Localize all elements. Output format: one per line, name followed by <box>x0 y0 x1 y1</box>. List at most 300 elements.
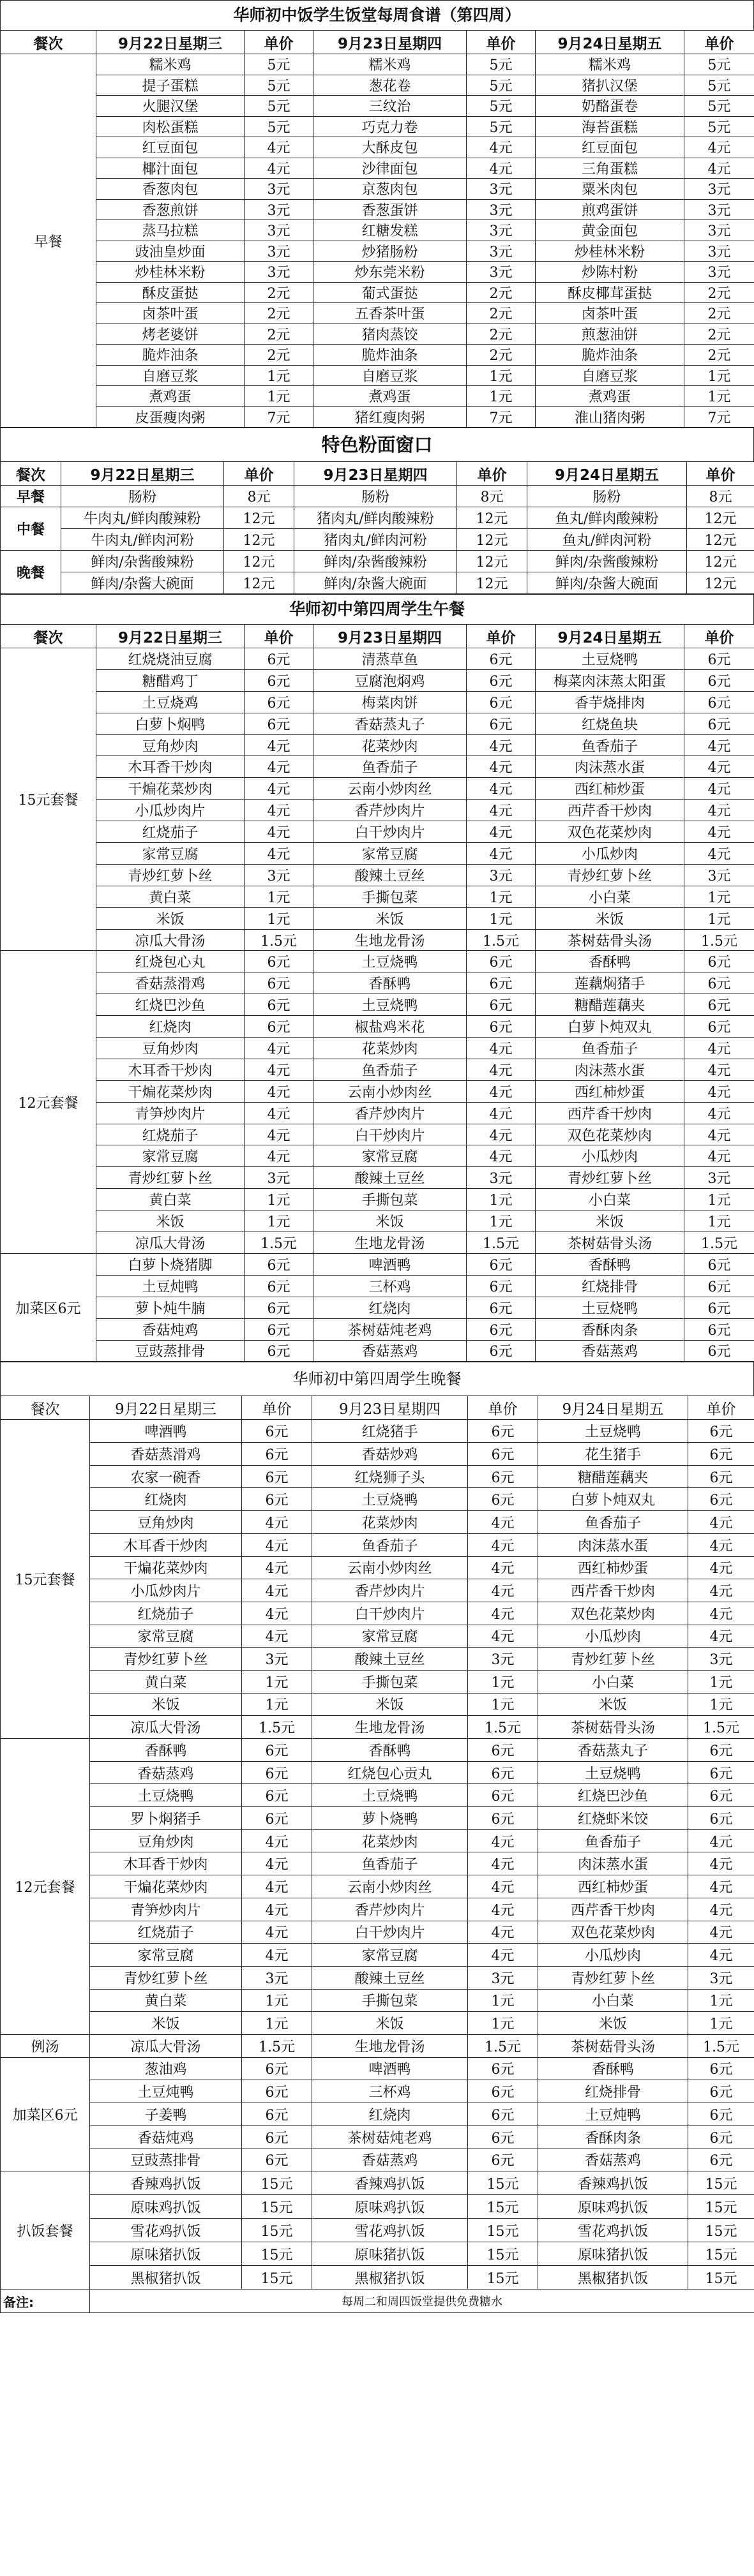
dish-day2: 红烧狮子头 <box>312 1465 468 1488</box>
note-label: 备注: <box>1 2289 90 2313</box>
price-day3: 4元 <box>684 843 754 865</box>
dish-day2: 花菜炒肉 <box>312 1829 468 1852</box>
dish-day1: 农家一碗香 <box>90 1465 242 1488</box>
price-day1: 8元 <box>224 486 294 507</box>
menu-row <box>1 116 754 137</box>
dish-day1: 红烧烧油豆腐 <box>96 648 245 670</box>
price-day2: 4元 <box>468 1852 538 1875</box>
dish-day1: 豆角炒肉 <box>96 734 245 756</box>
price-day2: 4元 <box>468 1875 538 1898</box>
dish-day3: 雪花鸡扒饭 <box>538 2219 688 2242</box>
menu-row <box>1 220 754 241</box>
price-day2: 4元 <box>468 1898 538 1921</box>
menu-row <box>1 843 754 865</box>
price-day2: 6元 <box>467 1318 536 1340</box>
dish-day3: 花生猪手 <box>538 1443 688 1466</box>
dish-day2: 黑椒猪扒饭 <box>312 2266 468 2289</box>
price-day2: 6元 <box>467 1297 536 1318</box>
menu-row <box>1 907 754 929</box>
dish-day1: 红烧巴沙鱼 <box>96 994 245 1016</box>
dish-day1: 米饭 <box>96 1210 245 1232</box>
dish-day2: 肠粉 <box>294 486 457 507</box>
dish-day1: 红烧茄子 <box>90 1921 242 1944</box>
price-day3: 6元 <box>688 1807 754 1830</box>
dish-day2: 香芹炒肉片 <box>312 1579 468 1602</box>
dish-day2: 啤酒鸭 <box>312 2057 468 2080</box>
header-row <box>1 625 754 648</box>
price-day1: 6元 <box>245 691 313 713</box>
price-day1: 4元 <box>242 1556 312 1579</box>
dish-day3: 红烧巴沙鱼 <box>538 1784 688 1807</box>
dish-day3: 双色花菜炒肉 <box>538 1921 688 1944</box>
header-price: 单价 <box>224 462 294 486</box>
price-day2: 1.5元 <box>468 1716 538 1739</box>
price-day1: 6元 <box>242 2148 312 2171</box>
meal-category-label: 15元套餐 <box>1 1420 90 1739</box>
dish-day1: 鲜肉/杂酱酸辣粉 <box>61 551 224 572</box>
price-day2: 6元 <box>467 691 536 713</box>
price-day1: 15元 <box>242 2195 312 2219</box>
price-day3: 4元 <box>684 1080 754 1102</box>
dish-day3: 小白菜 <box>536 886 684 907</box>
dish-day2: 椒盐鸡米花 <box>313 1016 467 1038</box>
price-day3: 4元 <box>684 800 754 821</box>
dish-day3: 香酥鸭 <box>536 951 684 972</box>
price-day2: 3元 <box>467 179 536 200</box>
price-day3: 4元 <box>684 734 754 756</box>
dish-day1: 红烧肉 <box>90 1488 242 1511</box>
price-day1: 3元 <box>245 220 313 241</box>
dish-day2: 鱼香茄子 <box>312 1852 468 1875</box>
price-day3: 6元 <box>688 1784 754 1807</box>
dish-day2: 白干炒肉片 <box>312 1602 468 1625</box>
price-day1: 4元 <box>242 1602 312 1625</box>
dish-day2: 米饭 <box>312 1693 468 1716</box>
price-day3: 5元 <box>684 75 754 96</box>
price-day2: 4元 <box>468 1533 538 1556</box>
price-day1: 3元 <box>245 262 313 283</box>
price-day1: 1元 <box>242 1693 312 1716</box>
price-day3: 6元 <box>684 1340 754 1362</box>
price-day2: 4元 <box>468 1625 538 1648</box>
dish-day3: 小瓜炒肉 <box>536 843 684 865</box>
price-day1: 6元 <box>242 2126 312 2148</box>
price-day3: 1元 <box>688 2012 754 2035</box>
menu-row <box>1 1829 754 1852</box>
header-category: 餐次 <box>1 1396 90 1420</box>
dish-day1: 家常豆腐 <box>96 843 245 865</box>
price-day2: 4元 <box>467 843 536 865</box>
dish-day2: 原味猪扒饭 <box>312 2242 468 2266</box>
price-day3: 2元 <box>684 282 754 303</box>
dish-day1: 黑椒猪扒饭 <box>90 2266 242 2289</box>
price-day2: 1元 <box>467 907 536 929</box>
dish-day1: 青炒红萝卜丝 <box>96 864 245 886</box>
price-day1: 6元 <box>245 1318 313 1340</box>
dish-day2: 巧克力卷 <box>313 116 467 137</box>
price-day2: 6元 <box>468 1465 538 1488</box>
price-day3: 6元 <box>684 713 754 734</box>
dish-day3: 西红柿炒蛋 <box>538 1556 688 1579</box>
dish-day2: 花菜炒肉 <box>312 1511 468 1534</box>
price-day2: 7元 <box>467 406 536 428</box>
menu-row <box>1 2080 754 2103</box>
dish-day1: 葱油鸡 <box>90 2057 242 2080</box>
menu-row <box>1 199 754 220</box>
dish-day2: 茶树菇炖老鸡 <box>313 1318 467 1340</box>
price-day2: 6元 <box>468 2148 538 2171</box>
price-day1: 1.5元 <box>242 2034 312 2057</box>
dish-day1: 凉瓜大骨汤 <box>90 1716 242 1739</box>
price-day3: 6元 <box>684 648 754 670</box>
dish-day3: 煎葱油饼 <box>536 324 684 345</box>
price-day2: 1元 <box>467 386 536 407</box>
meal-category-label: 加菜区6元 <box>1 2057 90 2171</box>
price-day3: 6元 <box>688 1465 754 1488</box>
dish-day3: 鱼丸/鲜肉河粉 <box>527 529 687 551</box>
dish-day2: 白干炒肉片 <box>313 821 467 843</box>
dish-day1: 红烧茄子 <box>96 821 245 843</box>
price-day1: 5元 <box>245 75 313 96</box>
price-day3: 1元 <box>688 1693 754 1716</box>
dish-day1: 青笋炒肉片 <box>90 1898 242 1921</box>
header-row <box>1 462 754 486</box>
price-day3: 12元 <box>687 507 754 529</box>
menu-row <box>1 669 754 691</box>
price-day2: 12元 <box>457 551 527 572</box>
header-price: 单价 <box>245 625 313 648</box>
menu-row <box>1 1579 754 1602</box>
dish-day3: 红烧排骨 <box>538 2080 688 2103</box>
price-day1: 1元 <box>242 1670 312 1693</box>
dish-day3: 炒桂林米粉 <box>536 241 684 262</box>
dish-day3: 三角蛋糕 <box>536 158 684 179</box>
price-day3: 6元 <box>684 691 754 713</box>
dish-day2: 炒猪肠粉 <box>313 241 467 262</box>
price-day2: 1元 <box>468 1670 538 1693</box>
dish-day3: 土豆烧鸭 <box>536 1297 684 1318</box>
price-day3: 4元 <box>688 1602 754 1625</box>
price-day1: 3元 <box>245 199 313 220</box>
price-day1: 15元 <box>242 2266 312 2289</box>
price-day3: 15元 <box>688 2171 754 2195</box>
dish-day1: 豆角炒肉 <box>90 1511 242 1534</box>
dish-day1: 红烧茄子 <box>96 1124 245 1145</box>
menu-row <box>1 691 754 713</box>
menu-row <box>1 2195 754 2219</box>
header-category: 餐次 <box>1 31 96 54</box>
price-day1: 1元 <box>245 1189 313 1210</box>
dish-day3: 香菇蒸鸡 <box>538 2148 688 2171</box>
dish-day1: 牛肉丸/鲜肉河粉 <box>61 529 224 551</box>
dish-day2: 香葱蛋饼 <box>313 199 467 220</box>
price-day1: 4元 <box>242 1625 312 1648</box>
price-day3: 1元 <box>684 1210 754 1232</box>
dish-day2: 豆腐泡焖鸡 <box>313 669 467 691</box>
dish-day3: 卤茶叶蛋 <box>536 303 684 324</box>
price-day2: 2元 <box>467 324 536 345</box>
dish-day3: 鱼香茄子 <box>536 1038 684 1059</box>
menu-row <box>1 1465 754 1488</box>
dish-day1: 青炒红萝卜丝 <box>96 1167 245 1189</box>
price-day2: 15元 <box>468 2219 538 2242</box>
dish-day1: 黄白菜 <box>96 886 245 907</box>
menu-row <box>1 572 754 594</box>
dish-day1: 香菇蒸滑鸡 <box>96 972 245 994</box>
price-day2: 3元 <box>468 1648 538 1671</box>
menu-row <box>1 1167 754 1189</box>
price-day1: 3元 <box>245 1167 313 1189</box>
header-row <box>1 1396 754 1420</box>
price-day2: 1元 <box>468 1989 538 2012</box>
dish-day2: 鲜肉/杂酱酸辣粉 <box>294 551 457 572</box>
price-day2: 4元 <box>467 1124 536 1145</box>
price-day2: 4元 <box>468 1579 538 1602</box>
dish-day1: 蒸马拉糕 <box>96 220 245 241</box>
menu-row <box>1 262 754 283</box>
dish-day3: 糖醋莲藕夹 <box>536 994 684 1016</box>
price-day2: 4元 <box>467 778 536 800</box>
price-day2: 4元 <box>467 1145 536 1167</box>
price-day1: 1元 <box>245 386 313 407</box>
price-day3: 1元 <box>684 365 754 386</box>
dish-day3: 小白菜 <box>536 1189 684 1210</box>
dish-day1: 凉瓜大骨汤 <box>96 929 245 951</box>
dish-day3: 茶树菇骨头汤 <box>538 1716 688 1739</box>
dish-day1: 土豆烧鸭 <box>90 1784 242 1807</box>
price-day2: 15元 <box>468 2171 538 2195</box>
price-day2: 6元 <box>467 1253 536 1275</box>
price-day1: 2元 <box>245 324 313 345</box>
menu-row <box>1 241 754 262</box>
dish-day1: 黄白菜 <box>96 1189 245 1210</box>
price-day2: 5元 <box>467 54 536 75</box>
dish-day3: 白萝卜炖双丸 <box>538 1488 688 1511</box>
menu-row <box>1 529 754 551</box>
price-day2: 1.5元 <box>467 929 536 951</box>
dish-day3: 双色花菜炒肉 <box>536 1124 684 1145</box>
dish-day3: 红烧排骨 <box>536 1275 684 1297</box>
dish-day3: 白萝卜炖双丸 <box>536 1016 684 1038</box>
price-day3: 3元 <box>684 199 754 220</box>
price-day1: 12元 <box>224 529 294 551</box>
dish-day3: 糯米鸡 <box>536 54 684 75</box>
menu-row <box>1 1602 754 1625</box>
price-day1: 4元 <box>242 1852 312 1875</box>
price-day1: 15元 <box>242 2242 312 2266</box>
meal-category-label: 扒饭套餐 <box>1 2171 90 2289</box>
price-day2: 6元 <box>467 951 536 972</box>
menu-row <box>1 2034 754 2057</box>
menu-row <box>1 1875 754 1898</box>
price-day3: 4元 <box>688 1852 754 1875</box>
menu-row <box>1 1016 754 1038</box>
price-day3: 6元 <box>684 1016 754 1038</box>
header-price: 单价 <box>684 625 754 648</box>
price-day1: 1元 <box>242 1989 312 2012</box>
dish-day2: 手撕包菜 <box>312 1989 468 2012</box>
price-day3: 8元 <box>687 486 754 507</box>
meal-category-label: 早餐 <box>1 486 61 507</box>
note-text: 每周二和周四饭堂提供免费糖水 <box>90 2289 754 2313</box>
dish-day2: 五香茶叶蛋 <box>313 303 467 324</box>
dish-day2: 香芹炒肉片 <box>312 1898 468 1921</box>
dish-day2: 土豆烧鸭 <box>312 1488 468 1511</box>
dish-day1: 香菇蒸鸡 <box>90 1761 242 1784</box>
dish-day2: 酸辣土豆丝 <box>313 1167 467 1189</box>
menu-row <box>1 282 754 303</box>
meal-category-label: 早餐 <box>1 54 96 428</box>
menu-row <box>1 179 754 200</box>
dish-day3: 酥皮椰茸蛋挞 <box>536 282 684 303</box>
dish-day1: 椰汁面包 <box>96 158 245 179</box>
dish-day3: 煮鸡蛋 <box>536 386 684 407</box>
dish-day2: 白干炒肉片 <box>313 1124 467 1145</box>
dish-day1: 木耳香干炒肉 <box>90 1852 242 1875</box>
price-day2: 6元 <box>468 1784 538 1807</box>
dish-day1: 木耳香干炒肉 <box>96 756 245 778</box>
dish-day2: 手撕包菜 <box>313 886 467 907</box>
header-day1: 9月22日星期三 <box>96 625 245 648</box>
price-day1: 6元 <box>242 1443 312 1466</box>
price-day2: 6元 <box>468 1761 538 1784</box>
price-day3: 12元 <box>687 529 754 551</box>
price-day3: 4元 <box>688 1875 754 1898</box>
dish-day1: 木耳香干炒肉 <box>90 1533 242 1556</box>
dish-day3: 肉沫蒸水蛋 <box>536 756 684 778</box>
price-day3: 4元 <box>684 1102 754 1124</box>
price-day1: 4元 <box>242 1579 312 1602</box>
price-day3: 1.5元 <box>688 1716 754 1739</box>
dish-day2: 云南小炒肉丝 <box>312 1875 468 1898</box>
dish-day3: 米饭 <box>536 1210 684 1232</box>
dinner-title: 华师初中第四周学生晚餐 <box>0 1362 754 1396</box>
price-day3: 4元 <box>688 1829 754 1852</box>
dish-day2: 红糖发糕 <box>313 220 467 241</box>
price-day1: 12元 <box>224 551 294 572</box>
meal-category-label: 例汤 <box>1 2034 90 2057</box>
dish-day3: 鲜肉/杂酱大碗面 <box>527 572 687 594</box>
noodle-table <box>0 461 754 594</box>
price-day1: 6元 <box>245 713 313 734</box>
dish-day1: 家常豆腐 <box>90 1944 242 1967</box>
menu-row <box>1 1080 754 1102</box>
dish-day3: 西芹香干炒肉 <box>536 800 684 821</box>
dish-day3: 土豆烧鸭 <box>538 1761 688 1784</box>
dish-day3: 香芋烧排肉 <box>536 691 684 713</box>
dish-day1: 火腿汉堡 <box>96 96 245 117</box>
price-day3: 15元 <box>688 2266 754 2289</box>
price-day1: 4元 <box>245 734 313 756</box>
dish-day3: 香酥肉条 <box>538 2126 688 2148</box>
header-day2: 9月23日星期四 <box>312 1396 468 1420</box>
dish-day3: 米饭 <box>536 907 684 929</box>
dish-day3: 脆炸油条 <box>536 345 684 366</box>
dish-day1: 干煸花菜炒肉 <box>96 1080 245 1102</box>
price-day3: 6元 <box>688 2103 754 2126</box>
price-day2: 6元 <box>468 1739 538 1762</box>
dish-day3: 青炒红萝卜丝 <box>536 1167 684 1189</box>
price-day2: 6元 <box>467 713 536 734</box>
menu-row <box>1 648 754 670</box>
dish-day2: 手撕包菜 <box>313 1189 467 1210</box>
dish-day3: 黄金面包 <box>536 220 684 241</box>
price-day1: 1.5元 <box>245 1232 313 1254</box>
dish-day2: 花菜炒肉 <box>313 1038 467 1059</box>
price-day3: 3元 <box>684 1167 754 1189</box>
dish-day2: 家常豆腐 <box>313 843 467 865</box>
menu-row <box>1 1488 754 1511</box>
dish-day3: 西红柿炒蛋 <box>538 1875 688 1898</box>
price-day3: 3元 <box>684 241 754 262</box>
price-day1: 1.5元 <box>245 929 313 951</box>
dish-day2: 萝卜烧鸭 <box>312 1807 468 1830</box>
dish-day2: 猪肉丸/鲜肉河粉 <box>294 529 457 551</box>
menu-row <box>1 2219 754 2242</box>
dish-day2: 猪肉蒸饺 <box>313 324 467 345</box>
price-day1: 5元 <box>245 116 313 137</box>
header-price: 单价 <box>245 31 313 54</box>
dish-day1: 罗卜焖猪手 <box>90 1807 242 1830</box>
dish-day2: 红烧肉 <box>312 2103 468 2126</box>
price-day1: 4元 <box>245 800 313 821</box>
price-day2: 12元 <box>457 529 527 551</box>
price-day1: 7元 <box>245 406 313 428</box>
dish-day3: 自磨豆浆 <box>536 365 684 386</box>
price-day2: 6元 <box>468 2080 538 2103</box>
noodle-title: 特色粉面窗口 <box>0 428 754 461</box>
dish-day3: 淮山猪肉粥 <box>536 406 684 428</box>
price-day3: 6元 <box>684 1253 754 1275</box>
dish-day2: 清蒸草鱼 <box>313 648 467 670</box>
price-day2: 1元 <box>467 1210 536 1232</box>
dish-day2: 香菇蒸鸡 <box>313 1340 467 1362</box>
dish-day1: 香菇炖鸡 <box>96 1318 245 1340</box>
dish-day1: 原味猪扒饭 <box>90 2242 242 2266</box>
dish-day2: 啤酒鸭 <box>313 1253 467 1275</box>
dish-day3: 粟米肉包 <box>536 179 684 200</box>
lunch-table <box>0 624 754 1362</box>
price-day1: 4元 <box>245 137 313 158</box>
price-day1: 4元 <box>242 1511 312 1534</box>
dish-day3: 鱼香茄子 <box>538 1511 688 1534</box>
price-day2: 15元 <box>468 2195 538 2219</box>
price-day3: 5元 <box>684 54 754 75</box>
dish-day1: 肠粉 <box>61 486 224 507</box>
price-day1: 3元 <box>242 1966 312 1989</box>
menu-row <box>1 1898 754 1921</box>
price-day3: 5元 <box>684 116 754 137</box>
dish-day1: 小瓜炒肉片 <box>96 800 245 821</box>
menu-row <box>1 1739 754 1762</box>
menu-row <box>1 303 754 324</box>
price-day3: 6元 <box>684 1275 754 1297</box>
meal-category-label: 中餐 <box>1 507 61 551</box>
price-day1: 4元 <box>242 1898 312 1921</box>
price-day2: 6元 <box>468 2126 538 2148</box>
menu-row <box>1 1921 754 1944</box>
price-day3: 4元 <box>688 1579 754 1602</box>
dish-day2: 猪肉丸/鲜肉酸辣粉 <box>294 507 457 529</box>
price-day2: 8元 <box>457 486 527 507</box>
price-day2: 1元 <box>467 886 536 907</box>
menu-row <box>1 507 754 529</box>
price-day1: 6元 <box>245 1340 313 1362</box>
menu-row <box>1 1297 754 1318</box>
dish-day3: 猪扒汉堡 <box>536 75 684 96</box>
dish-day1: 啤酒鸭 <box>90 1420 242 1443</box>
price-day3: 2元 <box>684 303 754 324</box>
